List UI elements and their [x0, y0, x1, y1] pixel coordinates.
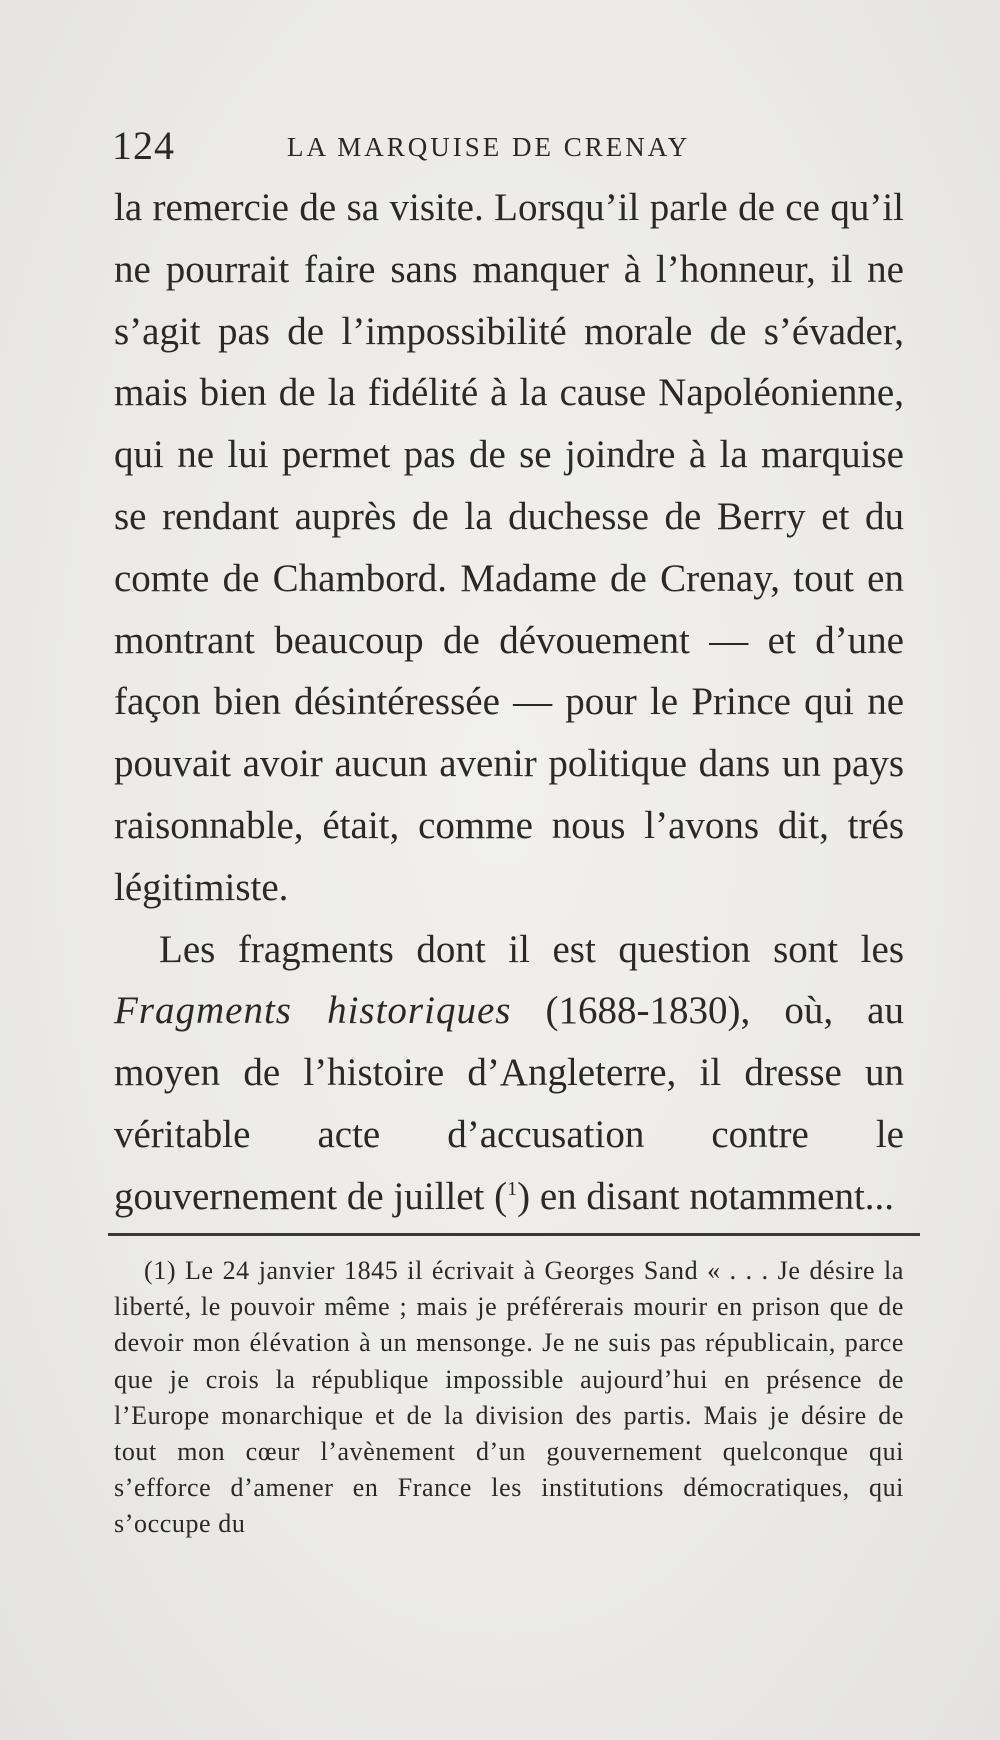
footnote-marker: (1): [144, 1256, 177, 1285]
page-header: [112, 122, 902, 172]
paragraph-text: (1688-1830), où, au moyen de l’histoire d’Angleterre, il dresse un véritable acte d’accusation contre le gouvernement de juillet (: [114, 989, 904, 1218]
paragraph-text: ) en disant notamment...: [517, 1174, 895, 1218]
footnote-paragraph: [114, 1253, 904, 1543]
footnote: [114, 1253, 904, 1543]
paragraph: la remercie de sa visite. Lorsqu’il parle de ce qu’il ne pourrait faire sans manquer à l’honneur, il ne s’agit pas de l’impossibilité morale de s’évader, mais bien de la fidélité à la cause Napoléonienne, qui ne lui permet pas de se joindre à la marquise se rendant auprès de la duchesse de Berry et du comte de Chambord. Madame de Crenay, tout en montrant beaucoup de dévouement — et d’une façon bien désintéressée — pour le Prince qui ne pouvait avoir aucun avenir politique dans un pays raisonnable, était, comme nous l’avons dit, trés légitimiste.: [114, 186, 904, 909]
footnote-reference: 1: [507, 1177, 518, 1200]
page-number: 124: [112, 123, 175, 168]
running-head: LA MARQUISE DE CRENAY: [287, 132, 691, 162]
body-text: [114, 177, 904, 1228]
paragraph: [114, 919, 904, 1228]
footnote-text: Le 24 janvier 1845 il écrivait à Georges Sand « . . . Je désire la liberté, le pouvoir même ; mais je préférerais mourir en prison que de devoir mon élévation à un mensonge. Je ne suis pas républicain, parce que je crois la république impossible aujourd’hui en présence de l’Europe monarchique et de la division des partis. Mais je désire de tout mon cœur l’avènement d’un gouvernement quelconque qui s’efforce d’amener en France les institutions démocratiques, qui s’occupe du: [114, 1256, 904, 1539]
italic-title: Fragments historiques: [114, 989, 512, 1033]
paragraph-text: Les fragments dont il est question sont les: [159, 927, 904, 971]
footnote-separator: [108, 1233, 920, 1236]
